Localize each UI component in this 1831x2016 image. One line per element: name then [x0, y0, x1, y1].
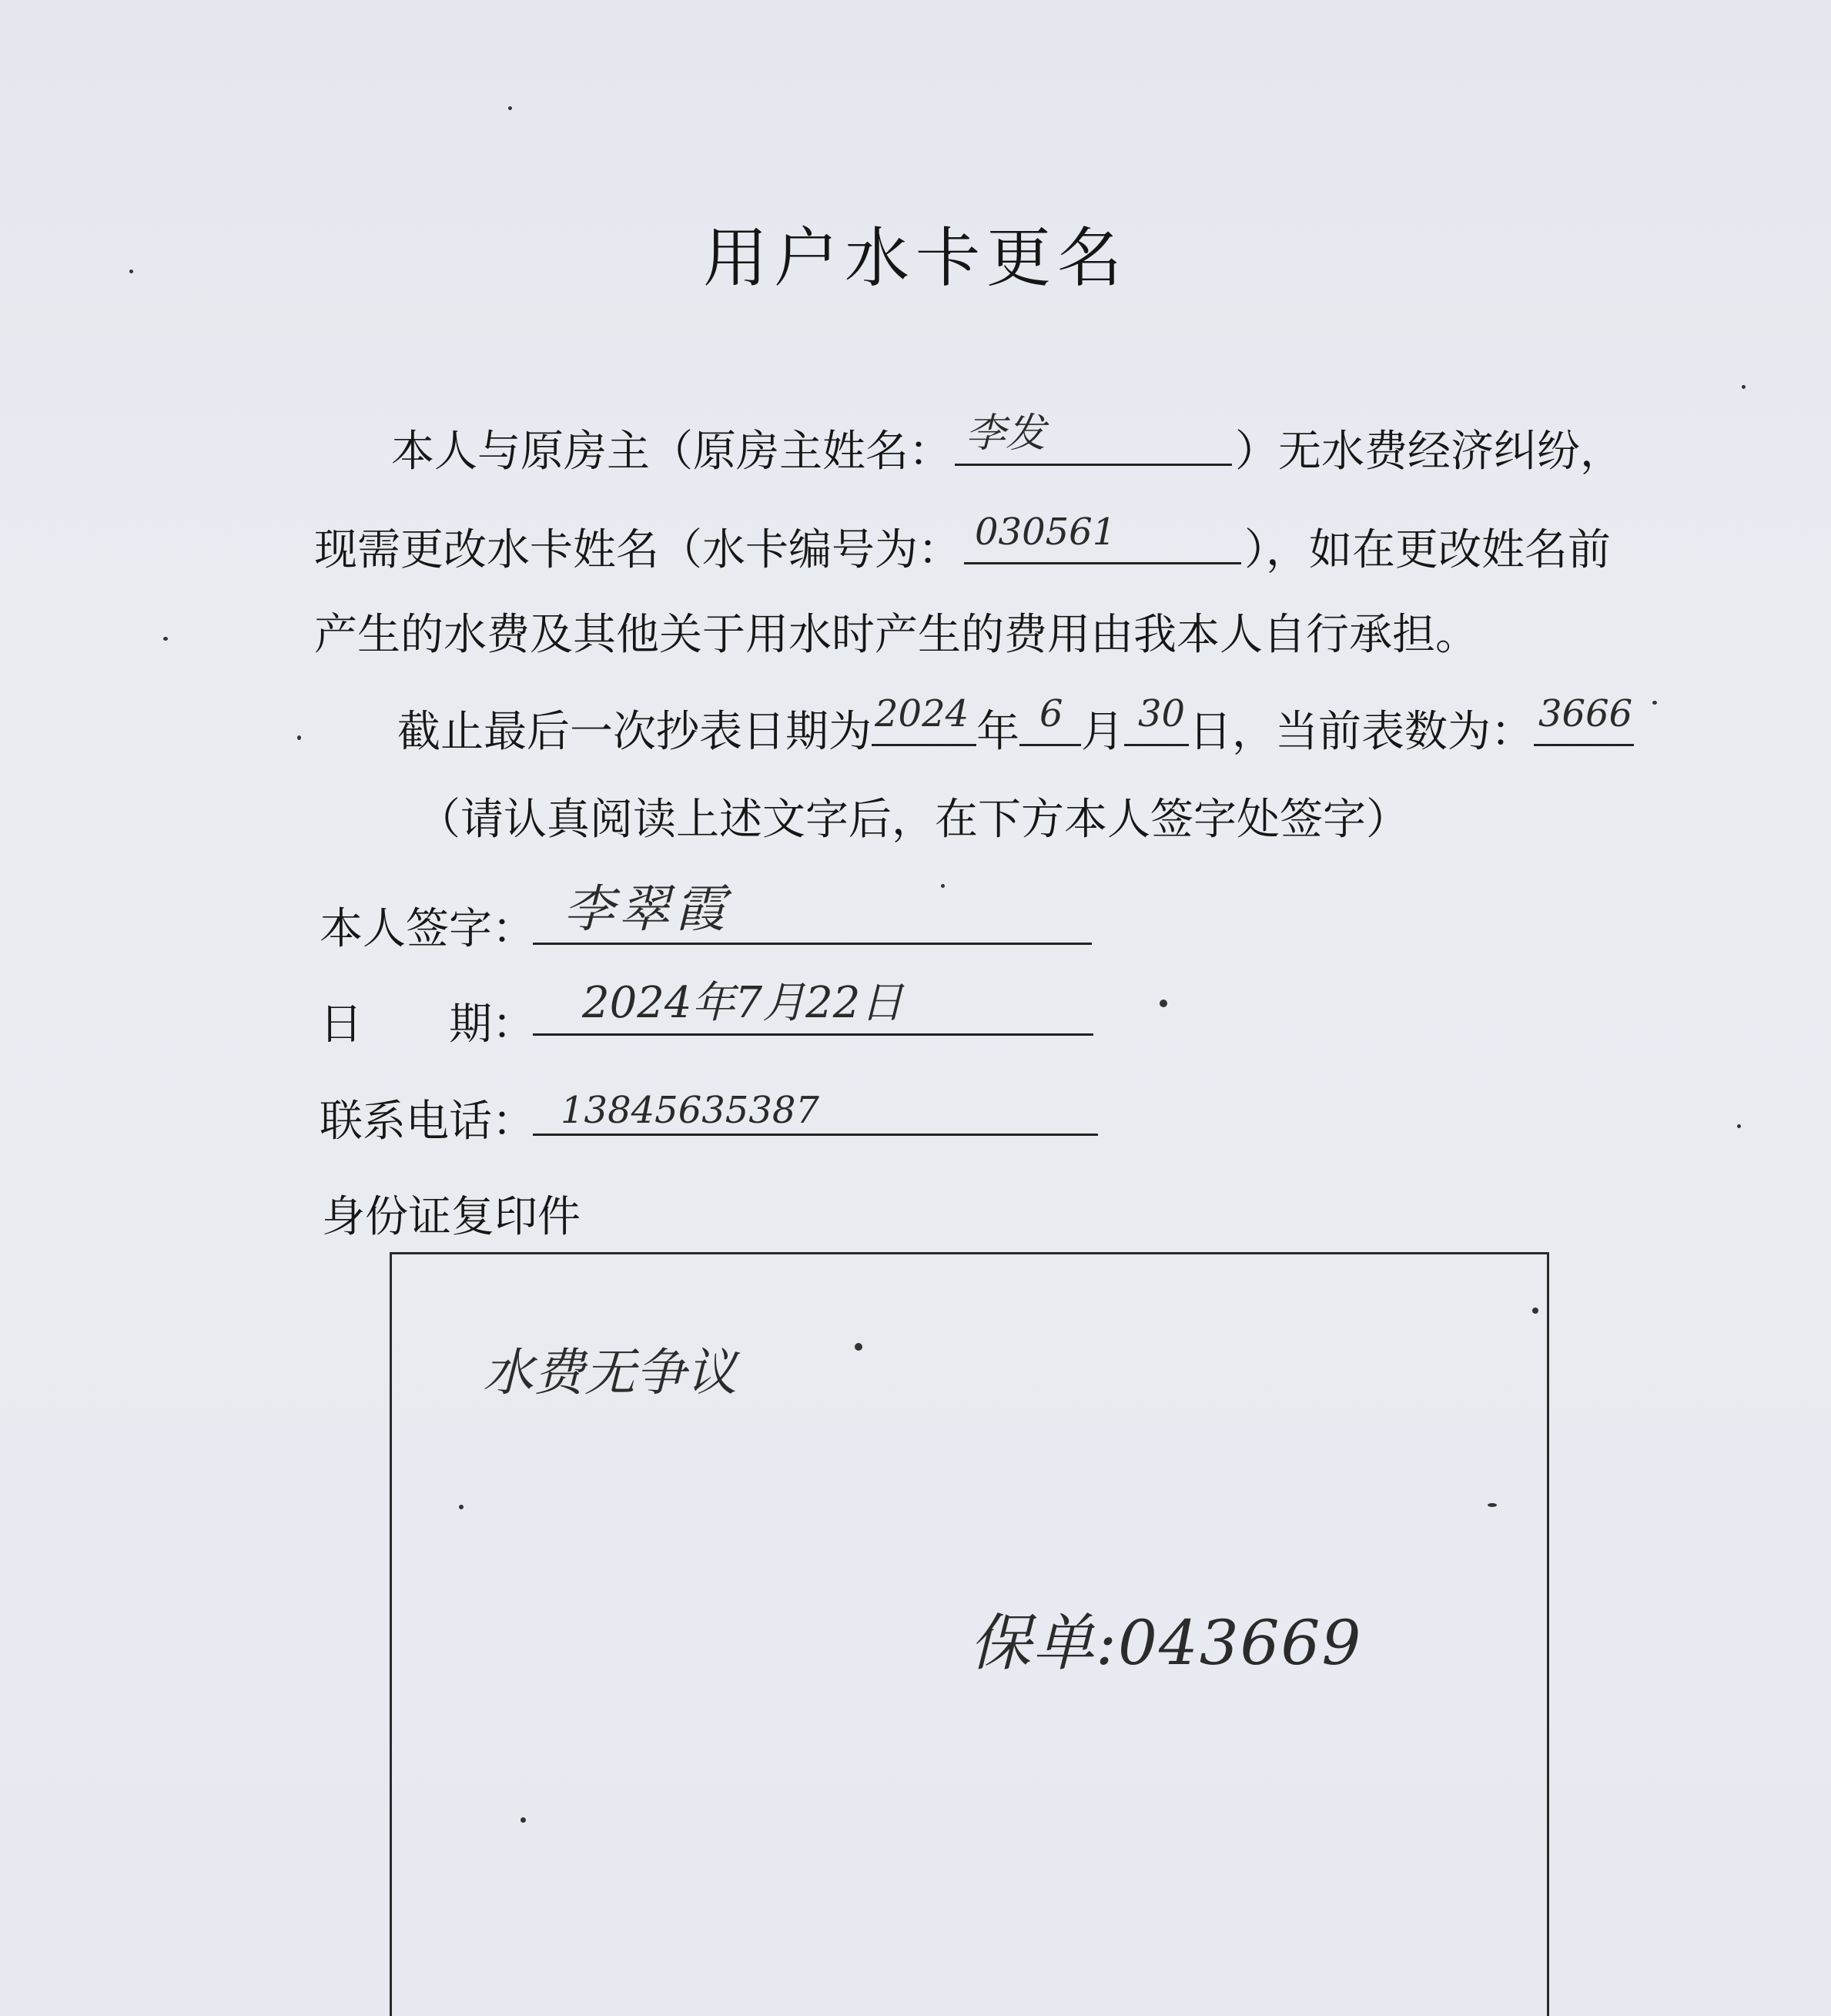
- para1-text-b: ）无水费经济纠纷，: [1235, 427, 1623, 477]
- phone-handwritten: 13845635387: [561, 1089, 819, 1132]
- card-number-blank: [964, 511, 1241, 564]
- instruction-text: （请认真阅读上述文字后，在下方本人签字处签字）: [417, 795, 1409, 845]
- date-label: 日 期：: [320, 1000, 535, 1050]
- scan-speck: [1737, 1124, 1741, 1128]
- reading-year-handwritten: 2024: [875, 692, 969, 735]
- card-number-handwritten: 030561: [975, 511, 1116, 554]
- paragraph-line-1: [391, 410, 1623, 479]
- reading-day-label: 日，当前表数为：: [1189, 707, 1534, 757]
- scan-speck: [163, 637, 168, 641]
- signature-label: 本人签字：: [320, 904, 535, 954]
- id-copy-label: 身份证复印件: [322, 1192, 581, 1242]
- reading-day-handwritten: 30: [1138, 692, 1186, 735]
- date-blank: [533, 978, 1093, 1036]
- scan-speck: [1488, 1503, 1497, 1507]
- reading-month-blank: [1019, 692, 1081, 746]
- box-receipt-handwritten: 保单:043669: [969, 1607, 1363, 1679]
- para2-text-a: 现需更改水卡姓名（水卡编号为：: [314, 525, 961, 575]
- id-copy-box: [390, 1252, 1549, 2016]
- scan-speck: [1532, 1308, 1538, 1314]
- signature-blank: [533, 879, 1092, 945]
- paragraph-line-2: [314, 511, 1611, 578]
- scan-speck: [508, 106, 512, 110]
- reading-month-handwritten: 6: [1039, 692, 1063, 735]
- scan-speck: [941, 884, 945, 888]
- owner-name-blank: [955, 410, 1232, 466]
- scan-speck: [1742, 385, 1746, 389]
- para2-text-b: ），如在更改姓名前: [1244, 525, 1611, 575]
- scan-speck: [521, 1817, 526, 1823]
- paragraph-line-3: 产生的水费及其他关于用水时产生的费用由我本人自行承担。: [314, 610, 1478, 660]
- reading-text-a: 截止最后一次抄表日期为: [397, 707, 872, 757]
- phone-label: 联系电话：: [320, 1097, 535, 1147]
- scan-speck: [129, 270, 133, 273]
- scan-speck: [297, 735, 301, 740]
- scan-speck: [1160, 1000, 1167, 1007]
- reading-day-blank: [1124, 692, 1189, 746]
- meter-value-handwritten: 3666: [1538, 692, 1633, 735]
- reading-year-label: 年: [976, 707, 1019, 757]
- scan-speck: [459, 1505, 464, 1509]
- scan-speck: [1652, 701, 1657, 705]
- document-title: 用户水卡更名: [702, 220, 1128, 296]
- owner-name-handwritten: 李发: [966, 410, 1046, 457]
- meter-value-blank: [1534, 692, 1634, 746]
- box-note-handwritten: 水费无争议: [483, 1343, 737, 1402]
- reading-month-label: 月: [1081, 707, 1124, 757]
- meter-reading-line: [397, 692, 1634, 759]
- para1-text-a: 本人与原房主（原房主姓名：: [391, 427, 952, 477]
- signature-handwritten: 李翠霞: [564, 879, 730, 939]
- scan-speck: [855, 1343, 862, 1351]
- reading-year-blank: [872, 692, 976, 746]
- phone-blank: [533, 1084, 1098, 1136]
- date-handwritten: 2024年7月22日: [582, 978, 904, 1028]
